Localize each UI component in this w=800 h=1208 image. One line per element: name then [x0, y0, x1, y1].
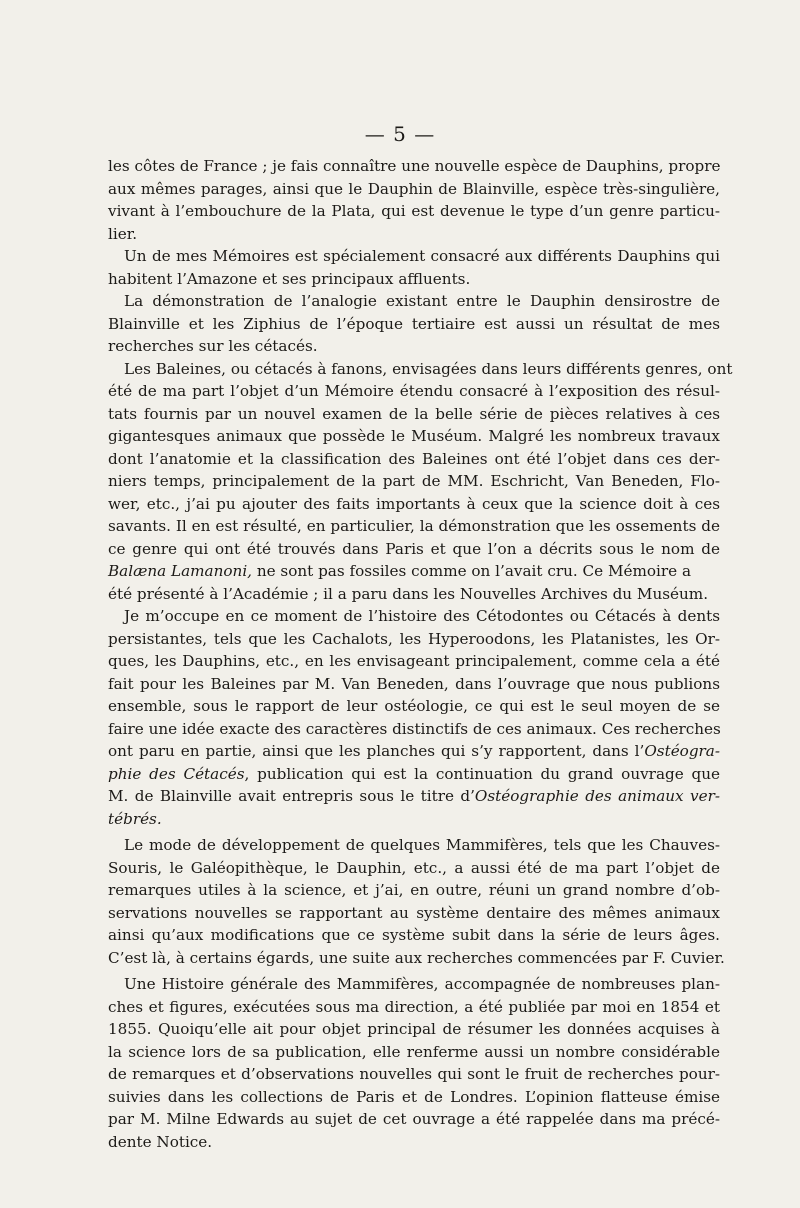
text-line: Une Histoire générale des Mammifères, accompagnée de nombreuses plan-	[124, 975, 720, 993]
text-line: persistantes, tels que les Cachalots, les Hyperoodons, les Platanistes, les Or-	[108, 629, 720, 648]
work-title-italic: Ostéographie des animaux ver-	[474, 787, 721, 805]
text-line: servations nouvelles se rapportant au système dentaire des mêmes animaux	[108, 903, 720, 922]
text-line: aux mêmes parages, ainsi que le Dauphin de Blainville, espèce très-singulière,	[108, 179, 720, 198]
text-line: Blainville et les Ziphius de l’époque tertiaire est aussi un résultat de mes	[108, 314, 720, 333]
text-line: ce genre qui ont été trouvés dans Paris et que l’on a décrits sous le nom de	[108, 539, 720, 558]
text-line: tats fournis par un nouvel examen de la belle série de pièces relatives à ces	[108, 404, 720, 423]
body-text	[108, 155, 733, 1153]
text-line: Un de mes Mémoires est spécialement consacré aux différents Dauphins qui	[124, 247, 720, 265]
text-line	[108, 785, 720, 808]
text-line: les côtes de France ; je fais connaître une nouvelle espèce de Dauphins, propre	[108, 157, 721, 175]
text-line: savants. Il en est résulté, en particulier, la démonstration que les ossements de	[108, 517, 720, 535]
work-title-italic: tébrés.	[108, 809, 162, 828]
species-name-italic: Balæna Lamanoni,	[108, 562, 252, 580]
text-line: dente Notice.	[108, 1132, 213, 1151]
page-number: — 5 —	[364, 122, 436, 146]
text-line: ensemble, sous le rapport de leur ostéologie, ce qui est le seul moyen de se	[108, 697, 720, 715]
text-line: 1855. Quoiqu’elle ait pour objet principal de résumer les données acquises à	[108, 1020, 720, 1038]
text-line: suivies dans les collections de Paris et de Londres. L’opinion flatteuse émise	[108, 1087, 720, 1106]
text-line	[108, 560, 720, 583]
text-line: gigantesques animaux que possède le Muséum. Malgré les nombreux travaux	[108, 427, 720, 445]
text-line: La démonstration de l’analogie existant entre le Dauphin densirostre de	[124, 292, 720, 310]
text-line: remarques utiles à la science, et j’ai, en outre, réuni un grand nombre d’ob-	[108, 881, 720, 899]
text-fragment: M. de Blainville avait entrepris sous le titre d’	[108, 787, 475, 805]
text-line: C’est là, à certains égards, une suite aux recherches commencées par F. Cuvier.	[108, 948, 725, 967]
text-line: de remarques et d’observations nouvelles qui sont le fruit de recherches pour-	[108, 1065, 720, 1083]
text-line: par M. Milne Edwards au sujet de cet ouvrage a été rappelée dans ma précé-	[108, 1110, 720, 1128]
text-line: vivant à l’embouchure de la Plata, qui est devenue le type d’un genre particu-	[108, 202, 720, 220]
text-line: faire une idée exacte des caractères distinctifs de ces animaux. Ces recherches	[108, 719, 721, 738]
text-line: Souris, le Galéopithèque, le Dauphin, etc., a aussi été de ma part l’objet de	[108, 858, 720, 877]
text-line: la science lors de sa publication, elle renferme aussi un nombre considérable	[108, 1042, 720, 1061]
text-fragment: , publication qui est la continuation du grand ouvrage que	[244, 764, 720, 783]
work-title-italic: phie des Cétacés	[108, 764, 245, 783]
text-line: Je m’occupe en ce moment de l’histoire des Cétodontes ou Cétacés à dents	[124, 607, 720, 625]
text-line: dont l’anatomie et la classification des Baleines ont été l’objet dans ces der-	[108, 449, 720, 468]
text-line: wer, etc., j’ai pu ajouter des faits importants à ceux que la science doit à ces	[108, 494, 720, 513]
text-line: recherches sur les cétacés.	[108, 337, 318, 355]
text-line: ainsi qu’aux modifications que ce système subit dans la série de leurs âges.	[108, 926, 720, 944]
text-line	[108, 763, 720, 786]
text-line	[108, 740, 720, 763]
text-line: ches et figures, exécutées sous ma direction, a été publiée par moi en 1854 et	[108, 997, 720, 1016]
text-line: fait pour les Baleines par M. Van Beneden, dans l’ouvrage que nous publions	[108, 674, 720, 693]
text-line: habitent l’Amazone et ses principaux affluents.	[108, 269, 471, 288]
text-line: été de ma part l’objet d’un Mémoire étendu consacré à l’exposition des résul-	[108, 382, 720, 400]
text-fragment: ne sont pas fossiles comme on l’avait cru. Ce Mémoire a	[252, 562, 692, 580]
text-line	[108, 808, 720, 831]
text-fragment: ont paru en partie, ainsi que les planches qui s’y rapportent, dans l’	[108, 742, 645, 760]
text-line: été présenté à l’Académie ; il a paru dans les Nouvelles Archives du Muséum.	[108, 584, 709, 603]
text-line: Le mode de développement de quelques Mammifères, tels que les Chauves-	[124, 836, 720, 854]
text-line: ques, les Dauphins, etc., en les envisageant principalement, comme cela a été	[108, 652, 720, 670]
text-line: niers temps, principalement de la part de MM. Eschricht, Van Beneden, Flo-	[108, 472, 720, 490]
text-line: Les Baleines, ou cétacés à fanons, envisagées dans leurs différents genres, ont	[124, 359, 733, 378]
work-title-italic: Ostéogra-	[644, 742, 720, 760]
text-line: lier.	[108, 224, 138, 243]
